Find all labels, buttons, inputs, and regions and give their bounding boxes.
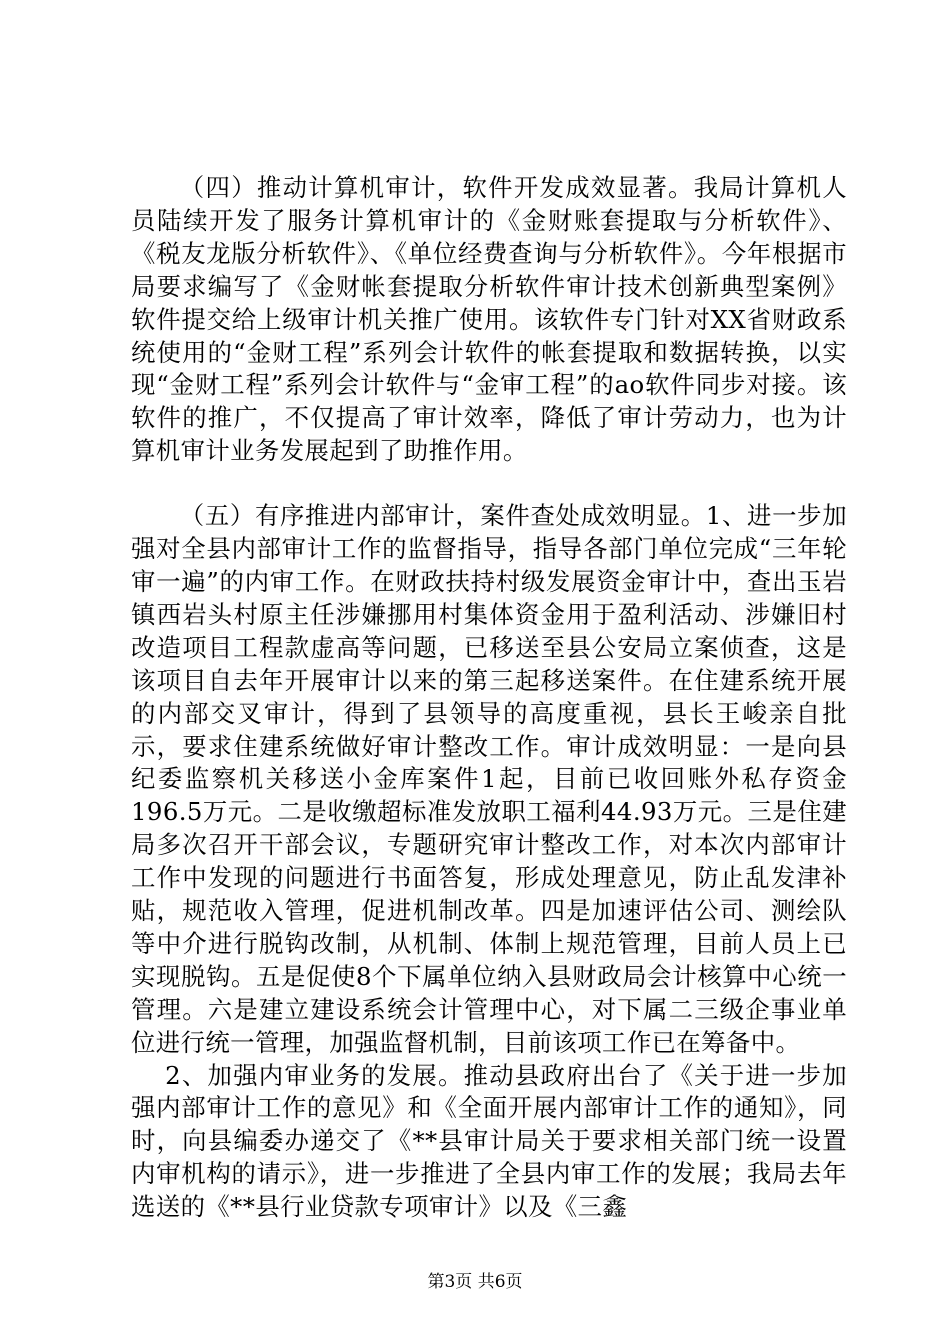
paragraph-computer-audit: （四）推动计算机审计，软件开发成效显著。我局计算机人员陆续开发了服务计算机审计的《金财账套提取与分析软件》、《税友龙版分析软件》、《单位经费查询与分析软件》。今年根据市局要求编写了《金财帐套提取分析软件审计技术创新典型案例》软件提交给上级审计机关推广使用。该软件专门针对XX省财政系统使用的“金财工程”系列会计软件的帐套提取和数据转换，以实现“金财工程”系列会计软件与“金审工程”的ao软件同步对接。该软件的推广，不仅提高了审计效率，降低了审计劳动力，也为计算机审计业务发展起到了助推作用。 [131,173,847,466]
page-number-footer: 第3页 共6页 [427,1272,523,1292]
document-body [131,172,847,1224]
paragraph-spacer [131,468,847,500]
paragraph-internal-audit: （五）有序推进内部审计，案件查处成效明显。1、进一步加强对全县内部审计工作的监督指导，指导各部门单位完成“三年轮审一遍”的内审工作。在财政扶持村级发展资金审计中，查出玉岩镇西岩头村原主任涉嫌挪用村集体资金用于盈利活动、涉嫌旧村改造项目工程款虚高等问题，已移送至县公安局立案侦查，这是该项目自去年开展审计以来的第三起移送案件。在住建系统开展的内部交叉审计，得到了县领导的高度重视，县长王峻亲自批示，要求住建系统做好审计整改工作。审计成效明显：一是向县纪委监察机关移送小金库案件1起，目前已收回账外私存资金196.5万元。二是收缴超标准发放职工福利44.93万元。三是住建局多次召开干部会议，专题研究审计整改工作，对本次内部审计工作中发现的问题进行书面答复，形成处理意见，防止乱发津补贴，规范收入管理，促进机制改革。四是加速评估公司、测绘队等中介进行脱钩改制，从机制、体制上规范管理，目前人员上已实现脱钩。五是促使8个下属单位纳入县财政局会计核算中心统一管理。六是建立建设系统会计管理中心，对下属二三级企事业单位进行统一管理，加强监督机制，目前该项工作已在筹备中。 [131,501,847,1057]
paragraph-internal-audit-development: 2、加强内审业务的发展。推动县政府出台了《关于进一步加强内部审计工作的意见》和《全面开展内部审计工作的通知》，同时，向县编委办递交了《**县审计局关于要求相关部门统一设置内审机构的请示》，进一步推进了全县内审工作的发展；我局去年选送的《**县行业贷款专项审计》以及《三鑫 [131,1060,847,1222]
